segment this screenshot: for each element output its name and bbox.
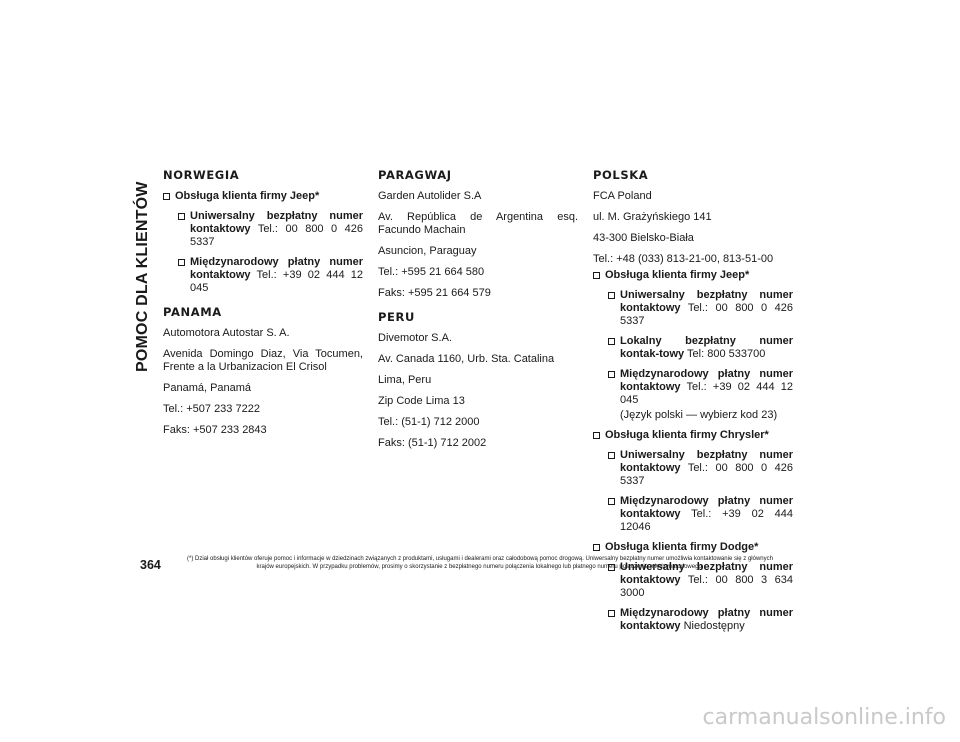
- bullet-polska-chrysler: Obsługa klienta firmy Chrysler*: [593, 429, 793, 442]
- subbullet-polska-jeep-local: Lokalny bezpłatny numer kontak-towy Tel: 800 533700: [593, 335, 793, 361]
- watermark: carmanualsonline.info: [702, 705, 946, 730]
- subbullet-polska-chrysler-international: Międzynarodowy płatny numer kontaktowy Tel.: +39 02 444 12046: [593, 495, 793, 534]
- square-bullet-icon: [593, 544, 600, 551]
- polska-line: Tel.: +48 (033) 813-21-00, 813-51-00: [593, 253, 774, 265]
- paragwaj-line: Asuncion, Paraguay: [378, 245, 477, 257]
- subbullet-norwegia-universal: Uniwersalny bezpłatny numer kontaktowy Tel.: 00 800 0 426 5337: [163, 210, 363, 249]
- polska-line: FCA Poland: [593, 190, 652, 202]
- square-bullet-icon: [608, 610, 615, 617]
- square-bullet-icon: [608, 371, 615, 378]
- peru-line: Faks: (51-1) 712 2002: [378, 437, 487, 449]
- square-bullet-icon: [608, 498, 615, 505]
- paragwaj-line: Faks: +595 21 664 579: [378, 287, 491, 299]
- column-1: [163, 168, 363, 445]
- peru-line: Zip Code Lima 13: [378, 395, 465, 407]
- peru-line: Divemotor S.A.: [378, 332, 452, 344]
- panama-line: Automotora Autostar S. A.: [163, 327, 290, 339]
- subbullet-polska-dodge-international: Międzynarodowy płatny numer kontaktowy Niedostępny: [593, 607, 793, 633]
- heading-peru: PERU: [378, 310, 415, 324]
- column-2: [378, 168, 578, 458]
- square-bullet-icon: [608, 292, 615, 299]
- polska-line: ul. M. Grażyńskiego 141: [593, 211, 712, 223]
- subbullet-polska-dodge-universal: Uniwersalny bezpłatny numer kontaktowy Tel.: 00 800 3 634 3000: [593, 561, 793, 600]
- polska-line: 43-300 Bielsko-Biała: [593, 232, 694, 244]
- panama-line: Avenida Domingo Diaz, Via Tocumen, Frente a la Urbanizacion El Crisol: [163, 348, 363, 373]
- panama-line: Tel.: +507 233 7222: [163, 403, 260, 415]
- heading-polska: POLSKA: [593, 168, 649, 182]
- peru-line: Lima, Peru: [378, 374, 432, 386]
- bullet-polska-jeep: Obsługa klienta firmy Jeep*: [593, 269, 793, 282]
- peru-line: Av. Canada 1160, Urb. Sta. Catalina: [378, 353, 555, 365]
- panama-line: Faks: +507 233 2843: [163, 424, 267, 436]
- heading-paragwaj: PARAGWAJ: [378, 168, 452, 182]
- bullet-polska-dodge: Obsługa klienta firmy Dodge*: [593, 541, 793, 554]
- panama-line: Panamá, Panamá: [163, 382, 252, 394]
- bullet-norwegia-jeep: Obsługa klienta firmy Jeep*: [163, 190, 363, 203]
- square-bullet-icon: [608, 452, 615, 459]
- heading-panama: PANAMA: [163, 305, 222, 319]
- paragwaj-line: Tel.: +595 21 664 580: [378, 266, 485, 278]
- footnote: (*) Dział obsługi klientów oferuje pomoc i informacje w dziedzinach związanych z produktami, usługami i dealerami oraz całodobową pomoc drogową. Uniwersalny bezpłatny numer umożliwia kontaktowanie się z głównych krajów europejskich. W przypadku problemów, prosimy o skorzystanie z bezpłatnego numeru połączenia lokalnego lub płatnego numeru połączenia międzynarodowego.: [187, 556, 773, 570]
- square-bullet-icon: [593, 272, 600, 279]
- subbullet-norwegia-international: Międzynarodowy płatny numer kontaktowy Tel.: +39 02 444 12 045: [163, 256, 363, 295]
- square-bullet-icon: [593, 432, 600, 439]
- paragwaj-line: Av. República de Argentina esq. Facundo Machain: [378, 211, 578, 236]
- square-bullet-icon: [178, 259, 185, 266]
- heading-norwegia: NORWEGIA: [163, 168, 240, 182]
- page-number: 364: [140, 558, 161, 572]
- square-bullet-icon: [178, 213, 185, 220]
- subbullet-polska-jeep-universal: Uniwersalny bezpłatny numer kontaktowy Tel.: 00 800 0 426 5337: [593, 289, 793, 328]
- polska-jeep-language-note: (Język polski — wybierz kod 23): [620, 409, 778, 421]
- square-bullet-icon: [608, 338, 615, 345]
- peru-line: Tel.: (51-1) 712 2000: [378, 416, 480, 428]
- paragwaj-line: Garden Autolider S.A: [378, 190, 482, 202]
- section-side-title: POMOC DLA KLIENTÓW: [134, 181, 151, 372]
- subbullet-polska-chrysler-universal: Uniwersalny bezpłatny numer kontaktowy Tel.: 00 800 0 426 5337: [593, 449, 793, 488]
- subbullet-polska-jeep-international: Międzynarodowy płatny numer kontaktowy Tel.: +39 02 444 12 045: [593, 368, 793, 407]
- square-bullet-icon: [163, 193, 170, 200]
